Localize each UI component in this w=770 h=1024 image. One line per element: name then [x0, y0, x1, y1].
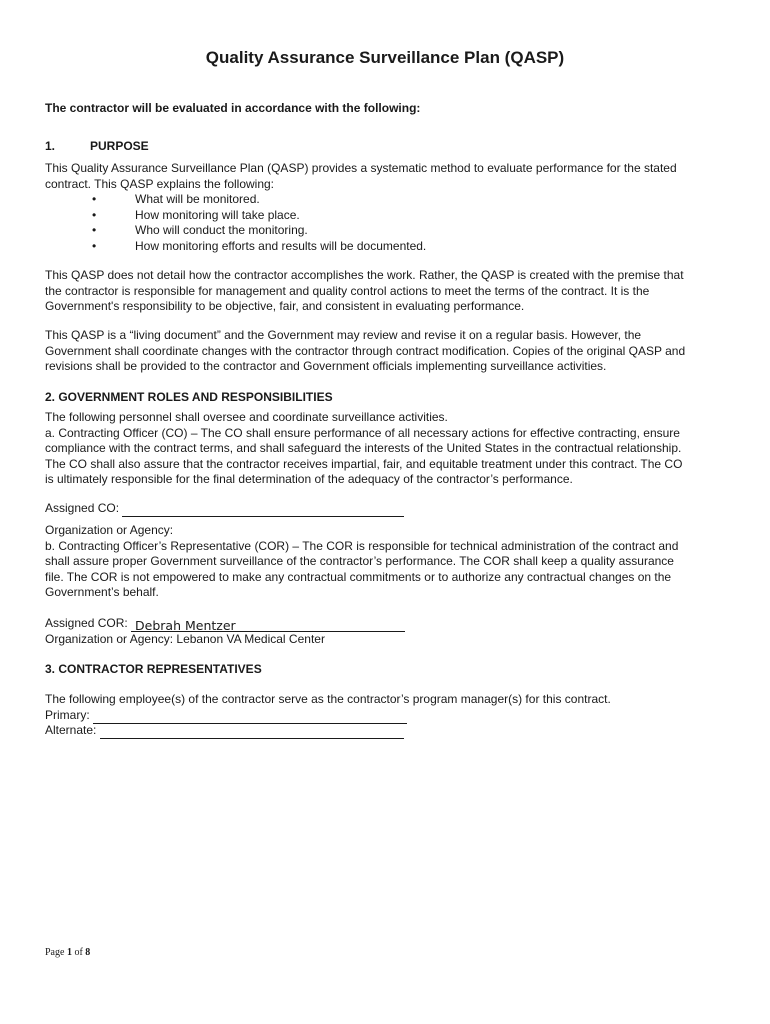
- assigned-co-row: [45, 501, 725, 517]
- alternate-label: Alternate:: [45, 723, 97, 737]
- text-line: The CO shall also assure that the contractor receives impartial, fair, and equitable treatment under this contract. The CO: [45, 456, 683, 471]
- text-line: shall assure proper Government surveillance of the contractor’s performance. The COR shall keep a quality assurance: [45, 554, 674, 569]
- assigned-cor-row: [45, 616, 725, 632]
- bullet-icon: •: [92, 192, 97, 207]
- assigned-cor-label: Assigned COR:: [45, 616, 128, 630]
- page-title: Quality Assurance Surveillance Plan (QASP): [205, 48, 565, 67]
- purpose-paragraph-3: [45, 328, 725, 375]
- page-number: Page 1 of 8: [45, 947, 91, 958]
- text-line: The following personnel shall oversee and coordinate surveillance activities.: [45, 410, 448, 424]
- text-line: This QASP is a “living document” and the Government may review and revise it on a regular basis. However, the: [45, 328, 642, 342]
- bullet-icon: •: [92, 238, 97, 253]
- purpose-paragraph-2: [45, 268, 725, 315]
- section-1-title: PURPOSE: [90, 139, 149, 153]
- purpose-paragraph-1: [45, 161, 725, 255]
- intro-statement: The contractor will be evaluated in accordance with the following:: [45, 101, 421, 115]
- text-line: b. Contracting Officer’s Representative (COR) – The COR is responsible for technical administration of the contract and: [45, 538, 679, 553]
- bullet-icon: •: [92, 223, 97, 238]
- assigned-cor-field[interactable]: [131, 617, 405, 632]
- text-line: file. The COR is not empowered to make any contractual commitments or to authorize any contractual changes on the: [45, 569, 672, 584]
- text-line: Organization or Agency:: [45, 523, 174, 537]
- text-line: Government's responsibility to be objective, fair, and consistent in evaluating performance.: [45, 299, 525, 314]
- text-line: the contractor is responsible for management and quality control actions to meet the terms of the contract. It is the: [45, 283, 650, 298]
- bullet-icon: •: [92, 207, 97, 222]
- text-line: contract. This QASP explains the following:: [45, 176, 275, 191]
- cor-organization: Organization or Agency: Lebanon VA Medical Center: [45, 632, 325, 646]
- assigned-co-field[interactable]: [122, 502, 404, 517]
- alternate-field[interactable]: [100, 724, 404, 739]
- alternate-row: [45, 723, 725, 739]
- cor-paragraph: [45, 523, 725, 601]
- section-1-heading: [45, 139, 725, 155]
- text-line: This QASP does not detail how the contractor accomplishes the work. Rather, the QASP is created with the premise that: [45, 268, 684, 282]
- assigned-co-label: Assigned CO:: [45, 501, 120, 515]
- list-item: • What will be monitored.: [92, 192, 260, 207]
- section-3-heading: 3. CONTRACTOR REPRESENTATIVES: [45, 662, 262, 676]
- primary-label: Primary:: [45, 708, 90, 722]
- text-line: Government’s behalf.: [45, 585, 159, 600]
- text-line: Government shall coordinate changes with the contractor through contract modification. Copies of the original QASP and: [45, 343, 686, 358]
- text-line: compliance with the contract terms, and shall safeguard the interests of the United States in the contractual relationship.: [45, 441, 682, 456]
- primary-field[interactable]: [93, 709, 407, 724]
- list-item: • Who will conduct the monitoring.: [92, 223, 308, 238]
- section-1-number: 1.: [45, 139, 56, 153]
- co-paragraph: [45, 410, 725, 488]
- cor-name-value: Debrah Mentzer: [135, 617, 236, 633]
- text-line: is ultimately responsible for the final determination of the adequacy of the contractor’s performance.: [45, 472, 573, 487]
- text-line: a. Contracting Officer (CO) – The CO shall ensure performance of all necessary actions for effective contracting, ensure: [45, 425, 680, 440]
- section-2-heading: 2. GOVERNMENT ROLES AND RESPONSIBILITIES: [45, 390, 333, 404]
- primary-row: [45, 708, 725, 724]
- text-line: revisions shall be provided to the contractor and Government officials implementing surveillance activities.: [45, 359, 607, 374]
- contractor-rep-intro: The following employee(s) of the contractor serve as the contractor’s program manager(s) for this contract.: [45, 692, 611, 706]
- list-item: • How monitoring efforts and results will be documented.: [92, 238, 427, 253]
- text-line: This Quality Assurance Surveillance Plan (QASP) provides a systematic method to evaluate performance for the stated: [45, 161, 677, 175]
- purpose-bullet-list: [45, 192, 725, 254]
- list-item: • How monitoring will take place.: [92, 207, 300, 222]
